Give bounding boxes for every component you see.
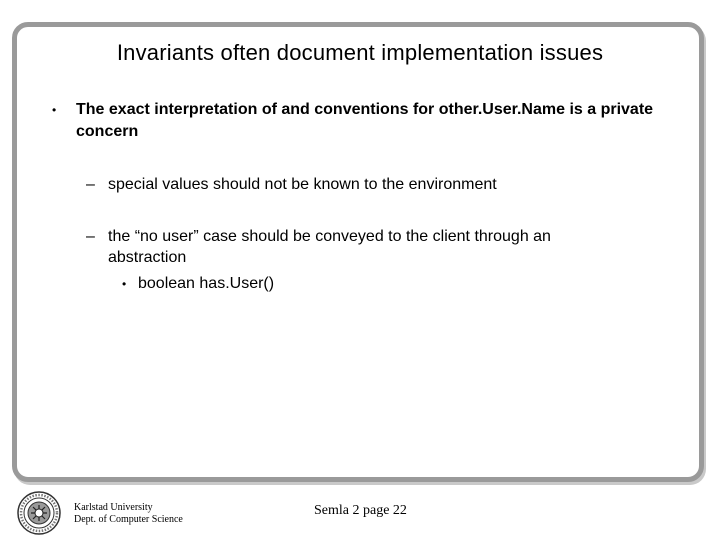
sub-bullet-marker: – xyxy=(86,176,95,193)
sub-bullet-marker: – xyxy=(86,228,95,245)
sub-sub-bullet-marker: • xyxy=(122,277,127,291)
slide-title: Invariants often document implementation issues xyxy=(116,40,604,65)
sub-sub-bullet-text: boolean has.User() xyxy=(138,275,275,292)
footer-department: Dept. of Computer Science xyxy=(74,514,183,525)
sub-bullet-text: special values should not be known to the environment xyxy=(108,176,497,193)
footer-university: Karlstad University xyxy=(74,502,153,513)
sub-bullet-text: the “no user” case should be conveyed to the client through an abstraction xyxy=(108,228,551,266)
bullet-text: The exact interpretation of and conventions for other.User.Name is a private concern xyxy=(76,101,654,140)
bullet-marker: • xyxy=(52,103,57,117)
university-seal-icon xyxy=(16,490,62,536)
footer-page-number: Semla 2 page 22 xyxy=(314,503,407,518)
